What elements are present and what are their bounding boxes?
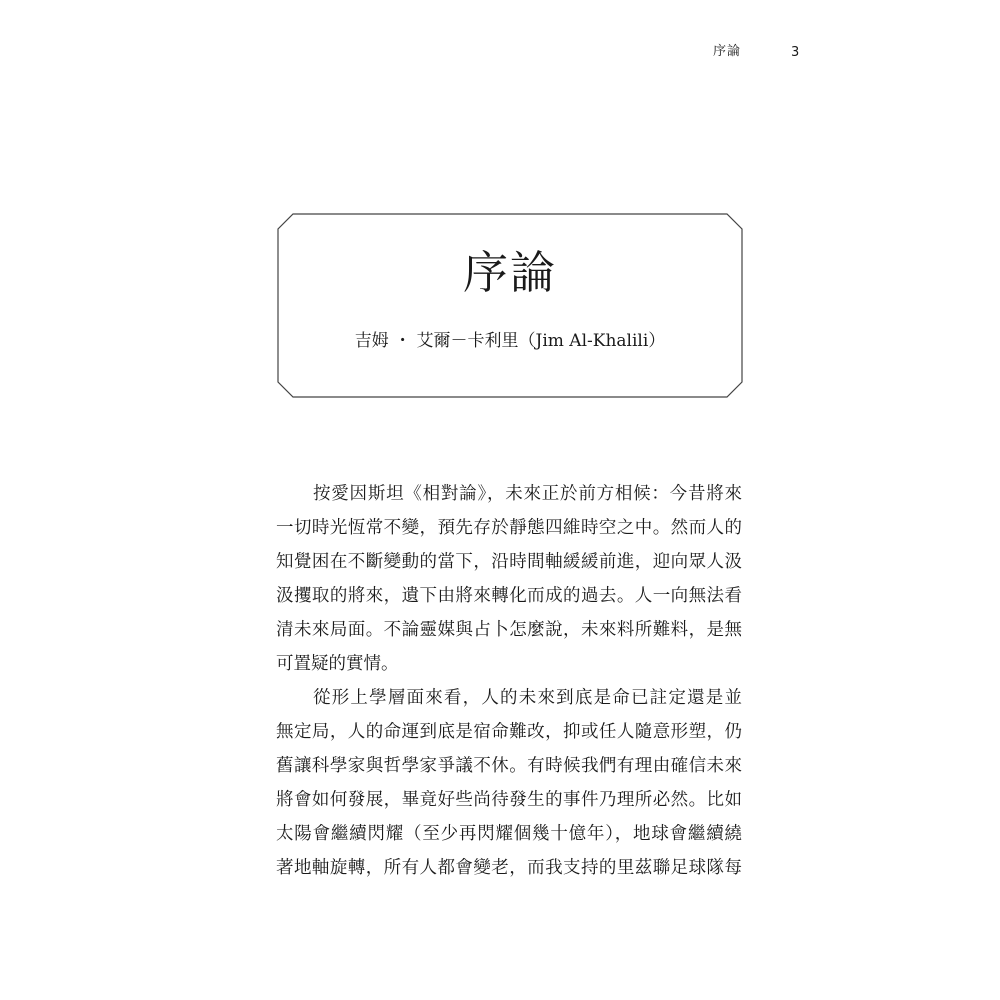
text-line: 舊讓科學家與哲學家爭議不休。有時候我們有理由確信未來: [276, 756, 742, 776]
text-line: 從形上學層面來看，人的未來到底是命已註定還是並: [313, 688, 742, 708]
paragraph-1: [276, 477, 742, 681]
chapter-title: 序論: [462, 246, 557, 299]
text-line: 太陽會繼續閃耀（至少再閃耀個幾十億年），地球會繼續繞: [276, 824, 742, 844]
title-frame-icon: [277, 213, 743, 398]
paragraph-2: [276, 681, 742, 885]
body-text: [276, 477, 742, 885]
text-line: 清未來局面。不論靈媒與占卜怎麼說，未來料所難料，是無: [276, 620, 742, 640]
chapter-author: 吉姆 ・ 艾爾－卡利里（Jim Al-Khalili）: [354, 331, 666, 351]
text-line: 將會如何發展，畢竟好些尚待發生的事件乃理所必然。比如: [276, 790, 742, 810]
text-line: 著地軸旋轉，所有人都會變老，而我支持的里茲聯足球隊每: [276, 858, 742, 878]
chapter-title-box: [277, 213, 743, 398]
text-line: 可置疑的實情。: [276, 654, 399, 674]
running-head: [700, 38, 810, 62]
text-line: 汲攫取的將來，遺下由將來轉化而成的過去。人一向無法看: [276, 586, 742, 606]
text-line: 一切時光恆常不變，預先存於靜態四維時空之中。然而人的: [276, 518, 742, 538]
text-line: 知覺困在不斷變動的當下，沿時間軸緩緩前進，迎向眾人汲: [276, 552, 742, 572]
page-number: 3: [791, 45, 800, 60]
text-line: 按愛因斯坦《相對論》，未來正於前方相候：今昔將來: [313, 484, 742, 504]
running-title: 序論: [713, 44, 742, 59]
text-line: 無定局，人的命運到底是宿命難改，抑或任人隨意形塑，仍: [276, 722, 742, 742]
